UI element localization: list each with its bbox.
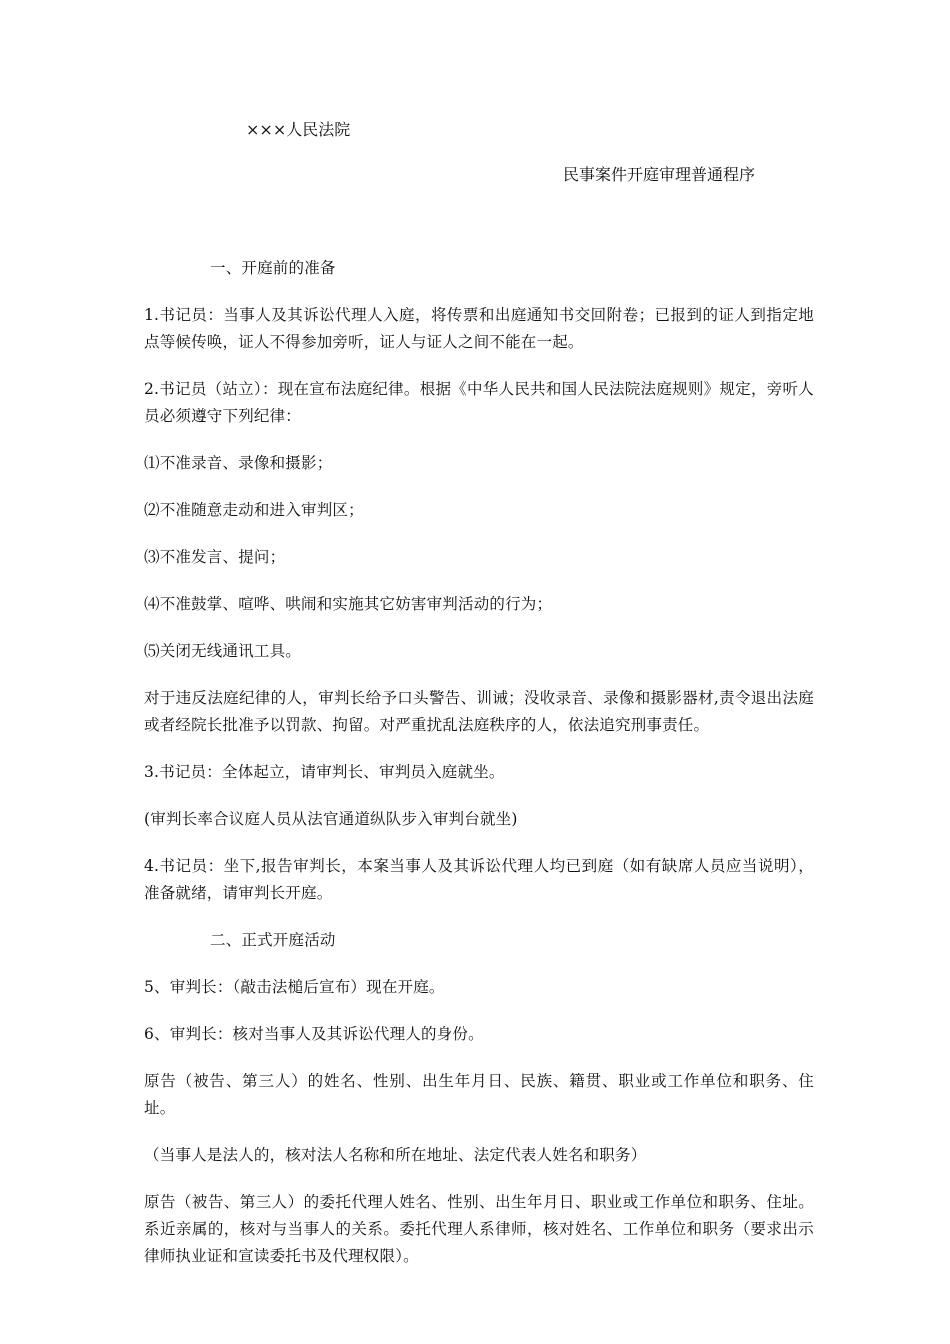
- paragraph-clerk-1: 1.书记员：当事人及其诉讼代理人入庭，将传票和出庭通知书交回附卷；已报到的证人到指定地点等候传唤，证人不得参加旁听，证人与证人之间不能在一起。: [144, 306, 814, 351]
- paragraph-judge-5: 5、审判长：（敲击法槌后宣布）现在开庭。: [144, 978, 445, 996]
- paragraph-clerk-2: 2.书记员（站立）：现在宣布法庭纪律。根据《中华人民共和国人民法院法庭规则》规定，旁听人员必须遵守下列纪律：: [144, 380, 814, 425]
- section-heading-1: 一、开庭前的准备: [210, 259, 336, 277]
- paragraph-judge-6: 6、审判长：核对当事人及其诉讼代理人的身份。: [144, 1025, 484, 1043]
- court-name: ×××人民法院: [246, 120, 351, 139]
- document-body: [144, 255, 814, 1290]
- document-title: 民事案件开庭审理普通程序: [563, 165, 756, 184]
- paragraph-note-entry: (审判长率合议庭人员从法官通道纵队步入审判台就坐): [144, 810, 518, 828]
- paragraph-clerk-4: 4.书记员：坐下,报告审判长，本案当事人及其诉讼代理人均已到庭（如有缺席人员应当说明），准备就绪，请审判长开庭。: [144, 857, 814, 902]
- paragraph-party-info: 原告（被告、第三人）的姓名、性别、出生年月日、民族、籍贯、职业或工作单位和职务、住址。: [144, 1072, 814, 1117]
- rule-item-4: ⑷不准鼓掌、喧哗、哄闹和实施其它妨害审判活动的行为；: [144, 595, 553, 613]
- rule-item-3: ⑶不准发言、提问；: [144, 548, 286, 566]
- rule-item-2: ⑵不准随意走动和进入审判区；: [144, 501, 364, 519]
- paragraph-agent-info: 原告（被告、第三人）的委托代理人姓名、性别、出生年月日、职业或工作单位和职务、住址。系近亲属的，核对与当事人的关系。委托代理人系律师，核对姓名、工作单位和职务（要求出示律师执业证和宣读委托书及代理权限）。: [144, 1193, 814, 1265]
- paragraph-clerk-3: 3.书记员：全体起立，请审判长、审判员入庭就坐。: [144, 763, 505, 781]
- paragraph-violation: 对于违反法庭纪律的人，审判长给予口头警告、训诫；没收录音、录像和摄影器材,责令退出法庭或者经院长批准予以罚款、拘留。对严重扰乱法庭秩序的人，依法追究刑事责任。: [144, 689, 814, 734]
- rule-item-1: ⑴不准录音、录像和摄影；: [144, 454, 333, 472]
- rule-item-5: ⑸关闭无线通讯工具。: [144, 642, 302, 660]
- paragraph-legal-person-note: （当事人是法人的，核对法人名称和所在地址、法定代表人姓名和职务）: [144, 1146, 647, 1164]
- section-heading-2: 二、正式开庭活动: [210, 931, 336, 949]
